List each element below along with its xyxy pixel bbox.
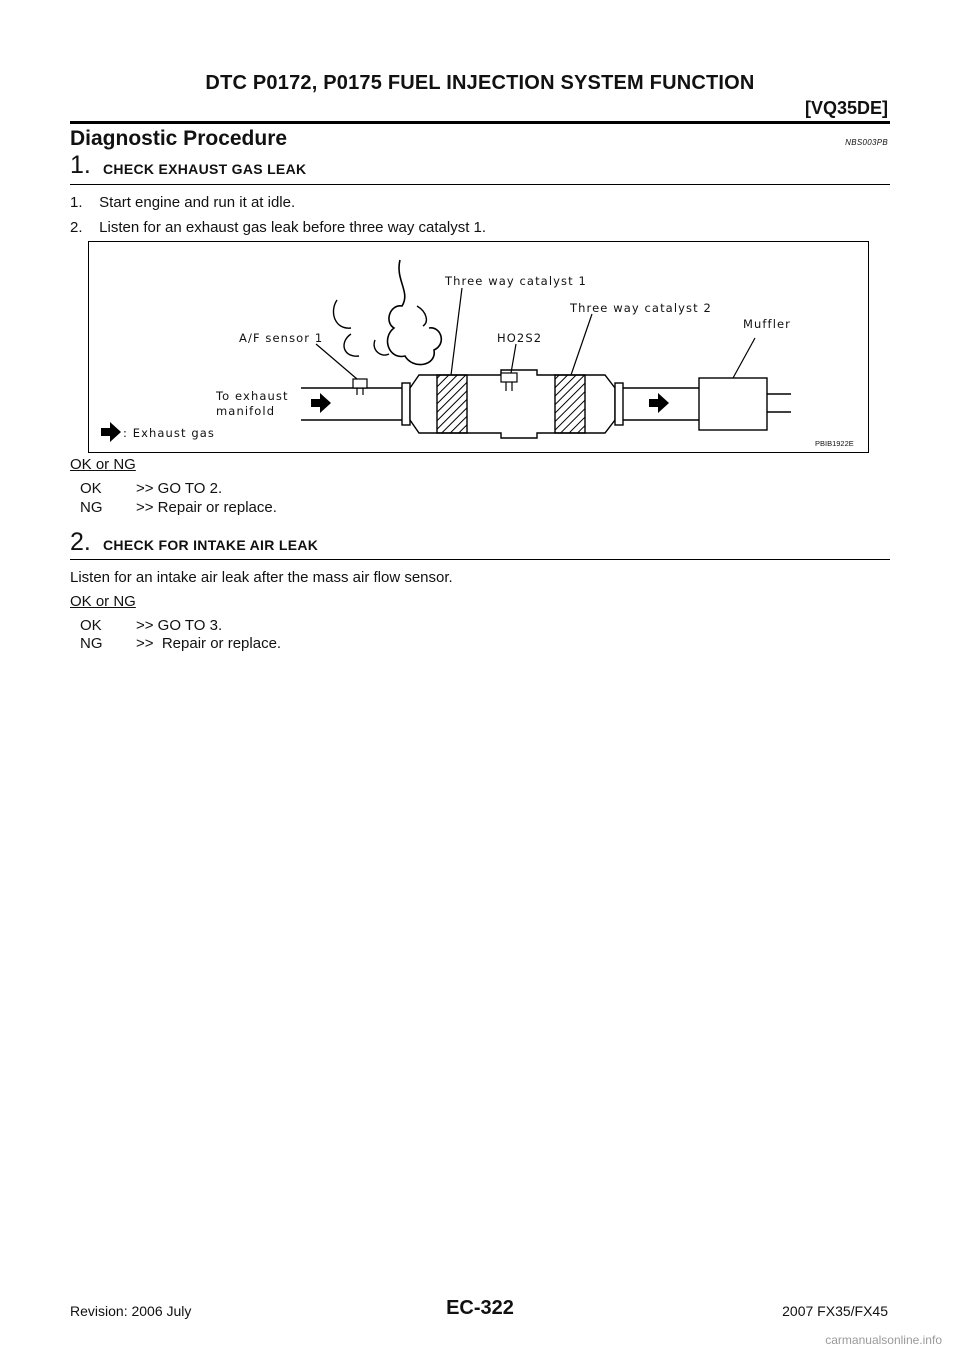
footer-page-number: EC-322	[446, 1297, 514, 1319]
step-1-rule	[70, 184, 890, 185]
af-sensor-shape	[353, 379, 367, 388]
step-2-result-label: OK or NG	[70, 593, 136, 610]
label-af-sensor-1: A/F sensor 1	[239, 331, 324, 345]
header-rule	[70, 121, 890, 124]
step-1-ng-code: NG	[80, 499, 103, 516]
label-muffler: Muffler	[743, 317, 792, 331]
label-three-way-catalyst-2: Three way catalyst 2	[570, 301, 712, 315]
catalyst-2-shape	[555, 375, 585, 433]
page-header-title: DTC P0172, P0175 FUEL INJECTION SYSTEM FUNCTION	[205, 72, 755, 94]
step-2-ok-code: OK	[80, 617, 102, 634]
section-code: NBS003PB	[845, 138, 888, 147]
label-ho2s2: HO2S2	[497, 331, 543, 345]
step-1-instruction-1: 1. Start engine and run it at idle.	[70, 194, 296, 211]
watermark: carmanualsonline.info	[825, 1333, 942, 1347]
step-2-ng-code: NG	[80, 635, 103, 652]
step-1-ok-action: >> GO TO 2.	[136, 480, 223, 497]
step-1-ng-action: >> Repair or replace.	[136, 499, 277, 516]
step-1-number: 1.	[70, 151, 91, 179]
ho2s2-shape	[501, 373, 517, 382]
engine-code: [VQ35DE]	[804, 98, 888, 118]
muffler-shape	[699, 378, 767, 430]
diagram-code: PBIB1922E	[815, 439, 854, 448]
label-manifold: manifold	[216, 404, 276, 418]
step-2-title: CHECK FOR INTAKE AIR LEAK	[103, 537, 319, 553]
exhaust-system-diagram	[88, 241, 869, 453]
label-three-way-catalyst-1: Three way catalyst 1	[445, 274, 587, 288]
step-2-ok-action: >> GO TO 3.	[136, 617, 223, 634]
step-2-rule	[70, 559, 890, 560]
step-1-result-label: OK or NG	[70, 456, 136, 473]
smoke-cloud	[388, 260, 442, 365]
step-2-instruction-1: Listen for an intake air leak after the mass air flow sensor.	[70, 569, 453, 586]
step-1-instruction-2: 2. Listen for an exhaust gas leak before three way catalyst 1.	[70, 219, 487, 236]
footer-revision: Revision: 2006 July	[70, 1303, 192, 1319]
step-1-ok-code: OK	[80, 480, 102, 497]
legend-exhaust-gas: : Exhaust gas	[123, 426, 216, 440]
step-2-number: 2.	[70, 528, 91, 556]
flow-arrow-icon	[311, 393, 331, 413]
flow-arrow-icon	[649, 393, 669, 413]
section-title: Diagnostic Procedure	[70, 127, 288, 150]
step-2-ng-action: >> Repair or replace.	[136, 635, 282, 652]
label-to-exhaust: To exhaust	[216, 389, 289, 403]
legend-arrow-icon	[101, 422, 121, 442]
catalyst-1-shape	[437, 375, 467, 433]
footer-model: 2007 FX35/FX45	[782, 1303, 888, 1319]
step-1-title: CHECK EXHAUST GAS LEAK	[103, 161, 307, 177]
